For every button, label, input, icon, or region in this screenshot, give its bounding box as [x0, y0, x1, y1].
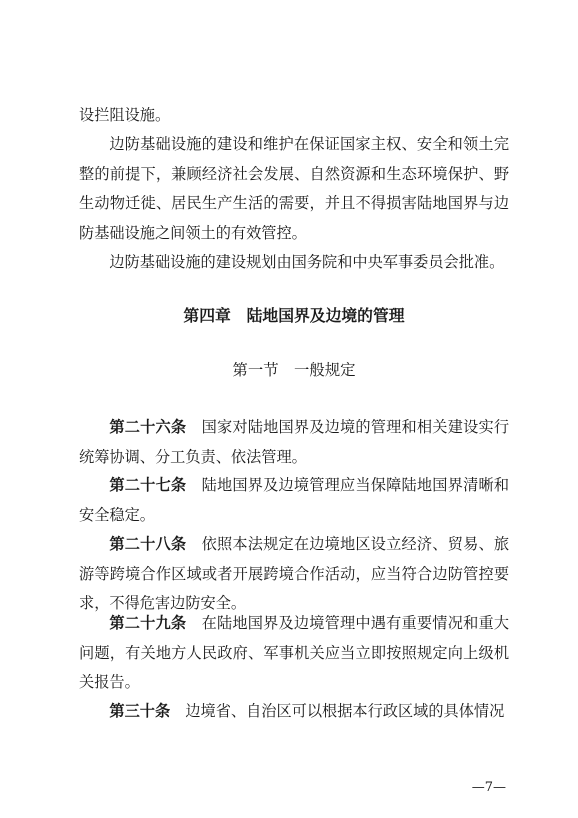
article-26 [79, 413, 509, 472]
article-label: 第二十八条 [109, 535, 187, 553]
article-label: 第三十条 [109, 702, 171, 720]
paragraph-continuation: 设拦阻设施。 [79, 106, 171, 124]
section-title: 第一节 一般规定 [232, 361, 356, 379]
paragraph-infrastructure-maintenance: 边防基础设施的建设和维护在保证国家主权、安全和领土完整的前提下，兼顾经济社会发展、自然资源和生态环境保护、野生动物迁徙、居民生产生活的需要，并且不得损害陆地国界与边防基础设施之间领土的有效管控。 [79, 135, 509, 243]
article-label: 第二十七条 [109, 476, 187, 494]
article-text: 陆地国界及边境管理应当保障陆地国界清晰和安全稳定。 [79, 476, 510, 524]
article-28 [79, 530, 509, 619]
article-29 [79, 609, 509, 698]
article-text: 在陆地国界及边境管理中遇有重要情况和重大问题，有关地方人民政府、军事机关应当立即按照规定向上级机关报告。 [79, 614, 510, 692]
article-30 [79, 697, 509, 727]
chapter-title: 第四章 陆地国界及边境的管理 [183, 306, 405, 325]
article-27 [79, 471, 509, 530]
article-text: 国家对陆地国界及边境的管理和相关建设实行统筹协调、分工负责、依法管理。 [79, 418, 510, 466]
article-text: 边境省、自治区可以根据本行政区域的具体情况 [170, 702, 505, 720]
article-label: 第二十六条 [109, 418, 187, 436]
article-label: 第二十九条 [109, 614, 187, 632]
article-text: 依照本法规定在边境地区设立经济、贸易、旅游等跨境合作区域或者开展跨境合作活动，应当符合边防管控要求，不得危害边防安全。 [79, 535, 510, 613]
paragraph-infrastructure-planning: 边防基础设施的建设规划由国务院和中央军事委员会批准。 [109, 253, 505, 271]
page-number: —7— [471, 780, 506, 795]
